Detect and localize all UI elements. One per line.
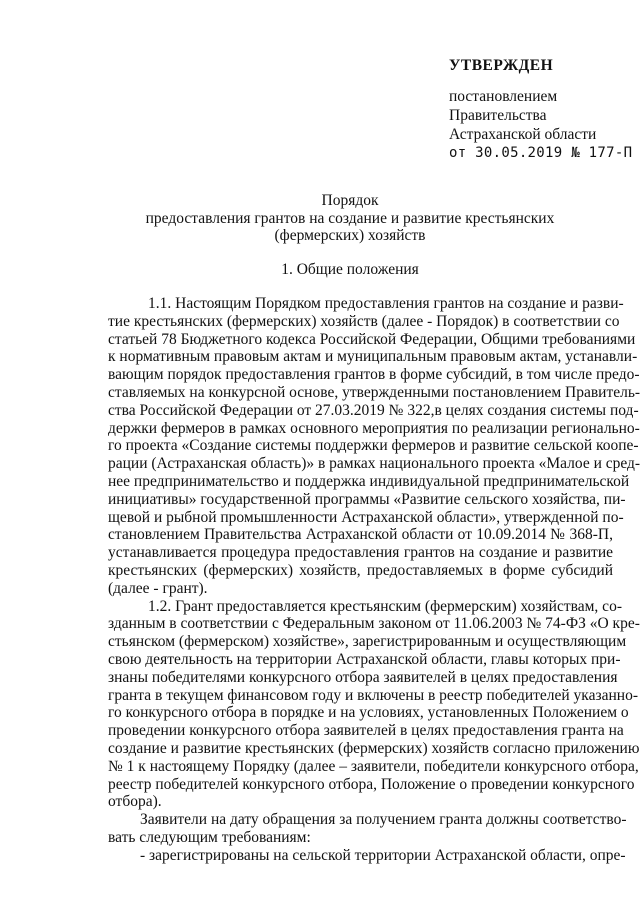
text-line: крестьянских (фермерских) хозяйств, предоставляемых в форме субсидий: [108, 561, 613, 579]
text-line: устанавливается процедура предоставления грантов на создание и развитие: [108, 544, 613, 562]
text-line: вать следующим требованиям:: [108, 828, 311, 846]
text-line: № 1 к настоящему Порядку (далее – заявители, победители конкурсного отбора,: [108, 757, 639, 775]
text-line: го проекта «Создание системы поддержки фермеров и развитие сельской коопе-: [108, 437, 639, 455]
text-line: го конкурсного отбора в порядке и на условиях, установленных Положением о: [108, 704, 629, 722]
section-heading: 1. Общие положения: [281, 261, 419, 278]
title-line-1: Порядок: [321, 192, 379, 209]
text-line: нее предпринимательство и поддержка индивидуальной предпринимательской: [108, 472, 630, 490]
text-line: свою деятельность на территории Астраханской области, главы которых при-: [108, 650, 621, 668]
text-line: 1.1. Настоящим Порядком предоставления грантов на создание и разви-: [148, 295, 624, 312]
text-line: тие крестьянских (фермерских) хозяйств (далее - Порядок) в соответствии со: [108, 312, 620, 330]
approval-date: от 30.05.2019 № 177-П: [449, 145, 633, 161]
approval-line-1: постановлением: [449, 88, 558, 105]
title-line-3: (фермерских) хозяйств: [274, 227, 426, 244]
text-line: (далее - грант).: [108, 579, 208, 597]
text-line: Заявители на дату обращения за получением гранта должны соответство-: [140, 811, 627, 829]
text-line: гранта в текущем финансовом году и включены в реестр победителей указанно-: [108, 686, 638, 704]
text-line: зданным в соответствии с Федеральным законом от 11.06.2003 № 74-ФЗ «О кре-: [108, 615, 640, 633]
text-line: знаны победителями конкурсного отбора заявителей в целях предоставления: [108, 668, 618, 686]
approval-heading: УТВЕРЖДЕН: [449, 57, 554, 74]
title-line-2: предоставления грантов на создание и развитие крестьянских: [145, 209, 555, 227]
text-line: к нормативным правовым актам и муниципальным правовым актам, устанавли-: [108, 348, 638, 366]
text-line: ства Российской Федерации от 27.03.2019 № 322,в целях создания системы под-: [108, 401, 639, 419]
text-line: стьянском (фермерском) хозяйстве», зарегистрированным и осуществляющим: [108, 633, 627, 651]
text-line: проведении конкурсного отбора заявителей в целях предоставления гранта на: [108, 722, 624, 740]
text-line: создание и развитие крестьянских (фермерских) хозяйств согласно приложению: [108, 739, 640, 757]
text-line: ставляемых на конкурсной основе, утвержденными постановлением Правитель-: [108, 383, 640, 401]
text-line: вающим порядок предоставления грантов в форме субсидий, в том числе предо-: [108, 366, 640, 384]
text-line: щевой и рыбной промышленности Астраханской области», утвержденной по-: [108, 508, 624, 526]
document-title: [100, 192, 600, 245]
text-line: - зарегистрированы на сельской территории Астраханской области, опре-: [140, 846, 626, 864]
approval-line-2: Правительства: [449, 107, 547, 124]
text-line: инициативы» государственной программы «Развитие сельского хозяйства, пи-: [108, 490, 626, 508]
text-line: статьей 78 Бюджетного кодекса Российской Федерации, Общими требованиями: [108, 330, 636, 348]
text-line: рации (Астраханская область)» в рамках национального проекта «Малое и сред-: [108, 455, 640, 473]
approval-stamp: [449, 56, 633, 163]
text-line: отбора).: [108, 793, 162, 811]
text-line: становлением Правительства Астраханской области от 10.09.2014 № 368-П,: [108, 526, 613, 544]
approval-line-3: Астраханской области: [449, 126, 597, 143]
text-line: держки фермеров в рамках основного мероприятия по реализации регионально-: [108, 419, 640, 437]
text-line: реестр победителей конкурсного отбора, Положение о проведении конкурсного: [108, 775, 635, 793]
document-body: [108, 295, 640, 865]
text-line: 1.2. Грант предоставляется крестьянским (фермерским) хозяйствам, со-: [148, 597, 622, 615]
